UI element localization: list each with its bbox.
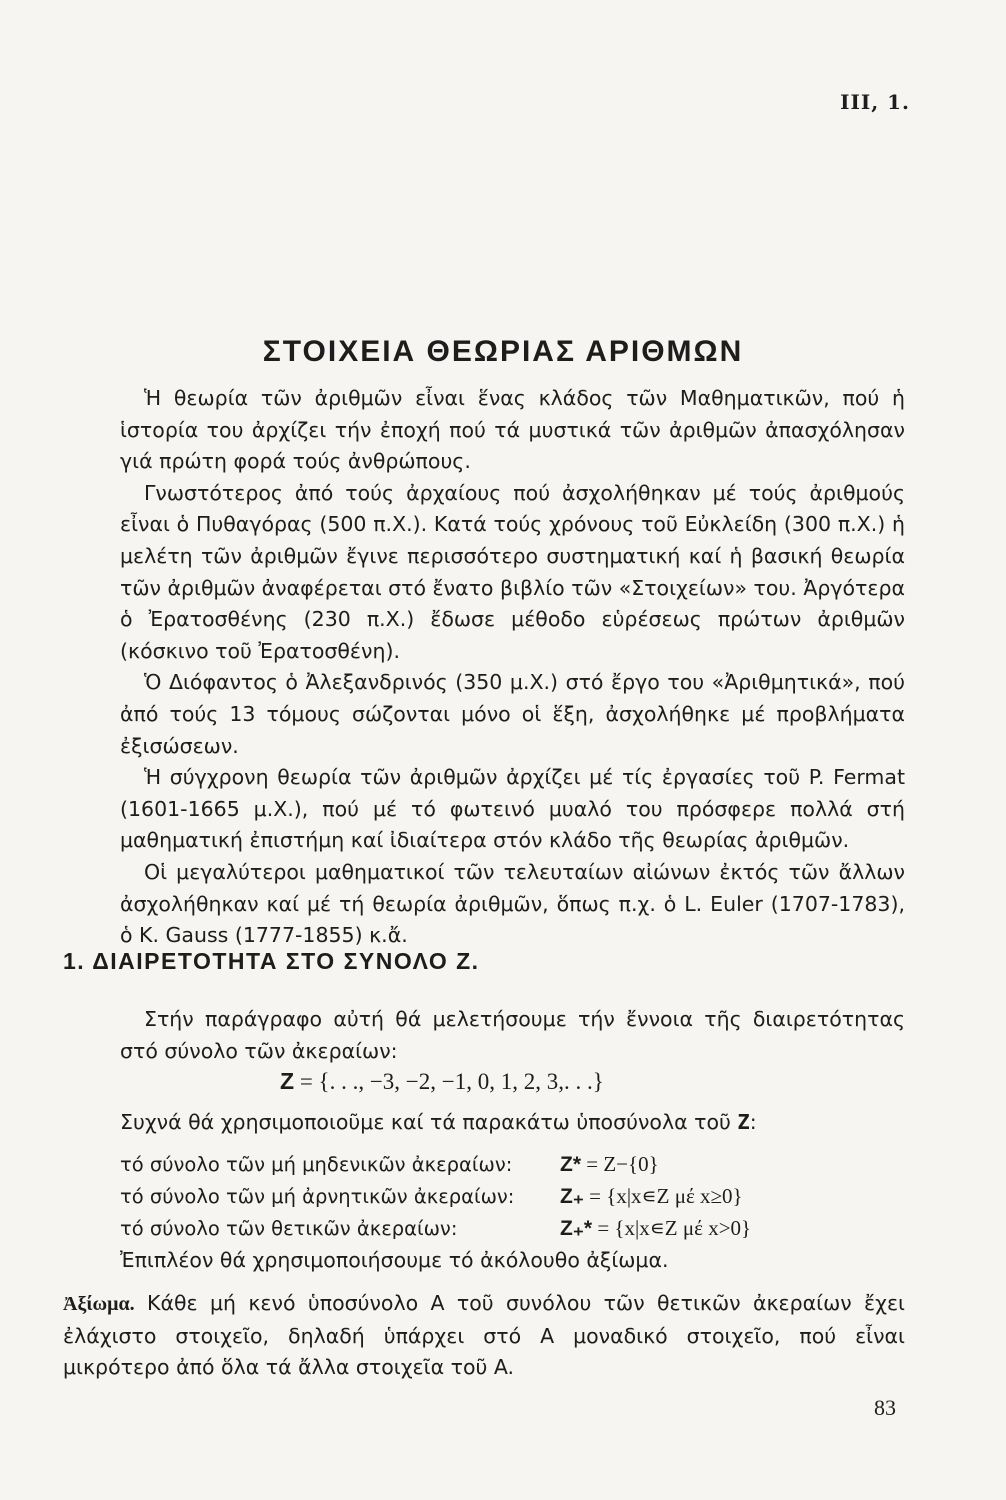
set-z-symbol: Z [280, 1068, 295, 1094]
axiom-label: Ἀξίωμα. [63, 1293, 135, 1315]
subset-label: τό σύνολο τῶν θετικῶν ἀκεραίων: [120, 1217, 458, 1240]
subset-expression: = {x|x∊Z μέ x≥0} [583, 1184, 743, 1208]
intro-paragraph: Ἡ σύγχρονη θεωρία τῶν ἀριθμῶν ἀρχίζει μέ τίς ἐργασίες τοῦ P. Fermat (1601-1665 μ.Χ.), πού μέ τό φωτεινό μυαλό του πρόσφερε πολλά στή μαθηματική ἐπιστήμη καί ἰδιαίτερα στόν κλάδο τῆς θεωρίας ἀριθμῶν. [120, 765, 905, 853]
intro-text [120, 383, 905, 952]
set-z-expression: = {. . ., −3, −2, −1, 0, 1, 2, 3,. . .} [294, 1069, 604, 1094]
subset-symbol: Z₊ [560, 1185, 584, 1208]
section-heading [63, 948, 480, 975]
moreover-line: Ἐπιπλέον θά χρησιμοποιήσουμε τό ἀκόλουθο ἀξίωμα. [120, 1248, 669, 1272]
section-number: 1. [63, 948, 86, 974]
subsets-intro-symbol: Z [737, 1110, 750, 1134]
subsets-intro-suffix: : [749, 1110, 757, 1134]
subset-row [120, 1216, 751, 1248]
subset-value [560, 1184, 743, 1209]
integer-set-definition [280, 1068, 604, 1095]
section-intro-text: Στήν παράγραφο αὐτή θά μελετήσουμε τήν ἔννοια τῆς διαιρετότητας στό σύνολο τῶν ἀκεραίων: [120, 1007, 905, 1063]
subset-value [560, 1152, 659, 1177]
subset-row [120, 1184, 751, 1216]
intro-paragraph: Ἡ θεωρία τῶν ἀριθμῶν εἶναι ἕνας κλάδος τῶν Μαθηματικῶν, πού ἡ ἱστορία του ἀρχίζει τήν ἐποχή πού τά μυστικά τῶν ἀριθμῶν ἀπασχόλησαν γιά πρώτη φορά τούς ἀνθρώπους. [120, 386, 905, 474]
page-title: ΣΤΟΙΧΕΙΑ ΘΕΩΡΙΑΣ ΑΡΙΘΜΩΝ [262, 335, 744, 368]
axiom-text: Κάθε μή κενό ὑποσύνολο A τοῦ συνόλου τῶν θετικῶν ἀκεραίων ἔχει ἐλάχιστο στοιχεῖο, δηλαδή ὑπάρχει στό A μοναδικό στοιχεῖο, πού εἶναι μικρότερο ἀπό ὅλα τά ἄλλα στοιχεῖα τοῦ A. [63, 1291, 905, 1380]
subsets-intro-text: Συχνά θά χρησιμοποιοῦμε καί τά παρακάτω ὑποσύνολα τοῦ [120, 1110, 738, 1134]
section-title: ΔΙΑΙΡΕΤΟΤΗΤΑ ΣΤΟ ΣΥΝΟΛΟ Z. [92, 948, 480, 974]
subset-expression: = Z−{0} [581, 1152, 659, 1176]
section-intro [120, 1004, 905, 1067]
intro-paragraph: Οἱ μεγαλύτεροι μαθηματικοί τῶν τελευταίων αἰώνων ἐκτός τῶν ἄλλων ἀσχολήθηκαν καί μέ τή θεωρία ἀριθμῶν, ὅπως π.χ. ὁ L. Euler (1707-1783), ὁ K. Gauss (1777-1855) κ.ἄ. [120, 859, 905, 948]
page-number: 83 [874, 1395, 896, 1420]
subset-definitions [120, 1152, 751, 1248]
subset-row [120, 1152, 751, 1184]
subset-value [560, 1216, 751, 1241]
intro-paragraph: Γνωστότερος ἀπό τούς ἀρχαίους πού ἀσχολήθηκαν μέ τούς ἀριθμούς εἶναι ὁ Πυθαγόρας (500 π.Χ.). Κατά τούς χρόνους τοῦ Εὐκλείδη (300 π.Χ.) ἡ μελέτη τῶν ἀριθμῶν ἔγινε περισσότερο συστηματική καί ἡ βασική θεωρία τῶν ἀριθμῶν ἀναφέρεται στό ἔνατο βιβλίο τῶν «Στοιχείων» του. Ἀργότερα ὁ Ἐρατοσθένης (230 π.Χ.) ἔδωσε μέθοδο εὑρέσεως πρώτων ἀριθμῶν (κόσκινο τοῦ Ἐρατοσθένη). [120, 480, 905, 663]
subset-expression: = {x|x∊Z μέ x>0} [592, 1216, 752, 1240]
chapter-reference: III, 1. [840, 90, 910, 114]
subset-label: τό σύνολο τῶν μή ἀρνητικῶν ἀκεραίων: [120, 1185, 515, 1208]
subset-symbol: Z* [560, 1153, 581, 1176]
subsets-intro [120, 1110, 905, 1134]
subset-label: τό σύνολο τῶν μή μηδενικῶν ἀκεραίων: [120, 1153, 513, 1176]
axiom-paragraph [63, 1288, 905, 1384]
subset-symbol: Z₊* [560, 1217, 593, 1240]
intro-paragraph: Ὁ Διόφαντος ὁ Ἀλεξανδρινός (350 μ.Χ.) στό ἔργο του «Ἀριθμητικά», πού ἀπό τούς 13 τόμους σώζονται μόνο οἱ ἕξη, ἀσχολήθηκε μέ προβλήματα ἐξισώσεων. [120, 670, 905, 758]
